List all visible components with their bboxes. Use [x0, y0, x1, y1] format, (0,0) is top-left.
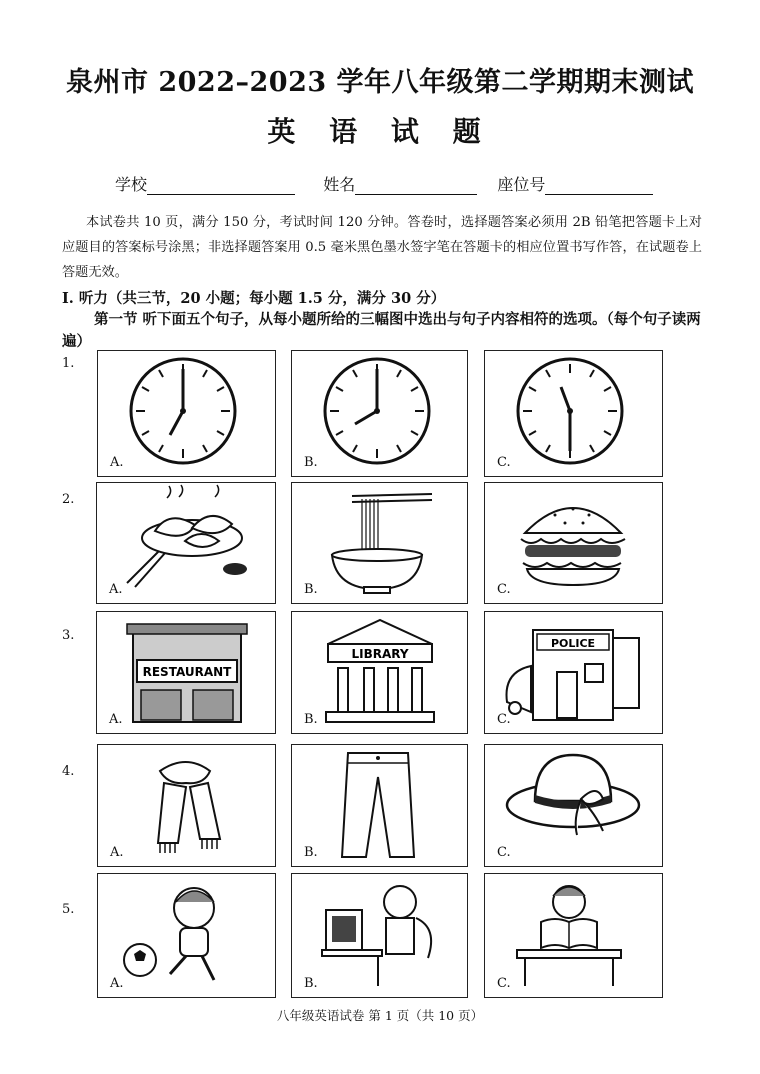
exam-instructions: 本试卷共 10 页，满分 150 分，考试时间 120 分钟。答卷时，选择题答案必须用 2B 铅笔把答题卡上对应题目的答案标号涂黑；非选择题答案用 0.5 毫米黑色墨水签字笔在答题卡的相应位置书写作答，在试题卷上答题无效。	[62, 215, 702, 280]
school-field[interactable]	[147, 176, 295, 195]
option-label: B.	[304, 455, 318, 470]
option-q2-a[interactable]	[96, 482, 276, 604]
page-title: 泉州市 2022–2023 学年八年级第二学期期末测试	[65, 67, 695, 98]
option-label: B.	[304, 582, 318, 597]
clock-icon	[485, 351, 662, 476]
school-label: 学校	[115, 175, 148, 194]
option-label: B.	[304, 976, 318, 991]
option-label: A.	[110, 845, 124, 860]
boy-using-computer-icon	[292, 874, 467, 997]
boy-playing-football-icon	[98, 874, 275, 997]
clock-icon	[98, 351, 275, 476]
page-subtitle: 英 语 试 题	[267, 115, 493, 148]
option-label: A.	[110, 455, 124, 470]
option-q5-a[interactable]	[97, 873, 276, 998]
option-q1-a[interactable]	[97, 350, 276, 477]
option-label: C.	[497, 845, 511, 860]
option-q1-c[interactable]	[484, 350, 663, 477]
option-label: A.	[110, 976, 124, 991]
option-q5-c[interactable]	[484, 873, 663, 998]
page-footer: 八年级英语试卷 第 1 页（共 10 页）	[276, 1008, 484, 1023]
question-number: 5.	[62, 902, 75, 917]
option-label: C.	[497, 712, 511, 727]
option-label: C.	[497, 582, 511, 597]
option-label: B.	[304, 845, 318, 860]
trousers-icon	[292, 745, 467, 866]
part-heading: 第一节 听下面五个句子，从每小题所给的三幅图中选出与句子内容相符的选项。（每个句子读两遍）	[62, 311, 701, 350]
restaurant-icon	[97, 612, 275, 733]
option-q3-b[interactable]	[291, 611, 468, 734]
option-label: C.	[497, 976, 511, 991]
option-label: A.	[109, 582, 123, 597]
name-field[interactable]	[355, 176, 477, 195]
option-label: B.	[304, 712, 318, 727]
name-label: 姓名	[323, 175, 356, 194]
question-number: 2.	[62, 492, 75, 507]
option-q5-b[interactable]	[291, 873, 468, 998]
option-q2-b[interactable]	[291, 482, 468, 604]
option-q4-b[interactable]	[291, 744, 468, 867]
police-station-icon	[485, 612, 662, 733]
option-q4-a[interactable]	[97, 744, 276, 867]
option-q3-c[interactable]	[484, 611, 663, 734]
boy-reading-icon	[485, 874, 662, 997]
scarf-icon	[98, 745, 275, 866]
hat-icon	[485, 745, 662, 866]
library-sign: LIBRARY	[351, 647, 409, 661]
seat-label: 座位号	[497, 175, 546, 194]
dumplings-icon	[97, 483, 275, 603]
clock-icon	[292, 351, 467, 476]
noodles-icon	[292, 483, 467, 603]
option-q2-c[interactable]	[484, 482, 663, 604]
police-sign: POLICE	[550, 637, 596, 650]
question-number: 3.	[62, 628, 75, 643]
restaurant-sign: RESTAURANT	[142, 665, 232, 679]
question-number: 4.	[62, 764, 75, 779]
option-label: A.	[109, 712, 123, 727]
seat-field[interactable]	[545, 176, 653, 195]
option-q4-c[interactable]	[484, 744, 663, 867]
option-label: C.	[497, 455, 511, 470]
question-number: 1.	[62, 356, 75, 371]
option-q1-b[interactable]	[291, 350, 468, 477]
student-info-fields	[115, 172, 653, 195]
section-heading: I. 听力（共三节，20 小题；每小题 1.5 分，满分 30 分）	[62, 290, 446, 307]
option-q3-a[interactable]	[96, 611, 276, 734]
hamburger-icon	[485, 483, 662, 603]
library-icon	[292, 612, 467, 733]
